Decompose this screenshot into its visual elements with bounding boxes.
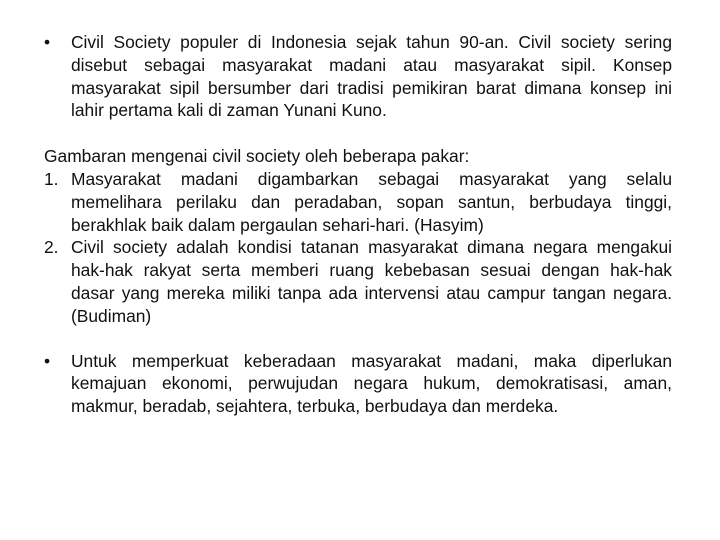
paragraph-text: Civil Society populer di Indonesia sejak tahun 90-an. Civil society sering disebut sebagai masyarakat madani atau masyarakat sipil. Konsep masyarakat sipil bersumber dari tradisi pemikiran barat dimana konsep ini lahir pertama kali di zaman Yunani Kuno. xyxy=(71,32,672,121)
item-number: 2. xyxy=(44,237,59,258)
section-heading: Gambaran mengenai civil society oleh beberapa pakar: xyxy=(44,146,470,167)
bullet-icon: • xyxy=(44,32,51,52)
item-number: 1. xyxy=(44,168,59,189)
bullet-paragraph-civil-society xyxy=(44,31,672,122)
item-text: Civil society adalah kondisi tatanan masyarakat dimana negara mengakui hak-hak rakyat serta memberi ruang kebebasan sesuai dengan hak-hak dasar yang mereka miliki tanpa ada intervensi atau campur tangan negara. (Budiman) xyxy=(71,237,672,326)
numbered-item-budiman xyxy=(44,236,672,327)
paragraph-text: Untuk memperkuat keberadaan masyarakat madani, maka diperlukan kemajuan ekonomi, perwujudan negara hukum, demokratisasi, aman, makmur, beradab, sejahtera, terbuka, berbudaya dan merdeka. xyxy=(71,350,672,417)
bullet-paragraph-masyarakat-madani xyxy=(44,350,672,418)
bullet-icon: • xyxy=(44,350,51,371)
slide-content xyxy=(44,31,672,418)
spacer xyxy=(44,328,672,350)
item-text: Masyarakat madani digambarkan sebagai masyarakat yang selalu memelihara perilaku dan peradaban, sopan santun, berbudaya tinggi, berakhlak baik dalam pergaulan sehari-hari. (Hasyim) xyxy=(71,168,672,235)
numbered-item-hasyim xyxy=(44,168,672,236)
